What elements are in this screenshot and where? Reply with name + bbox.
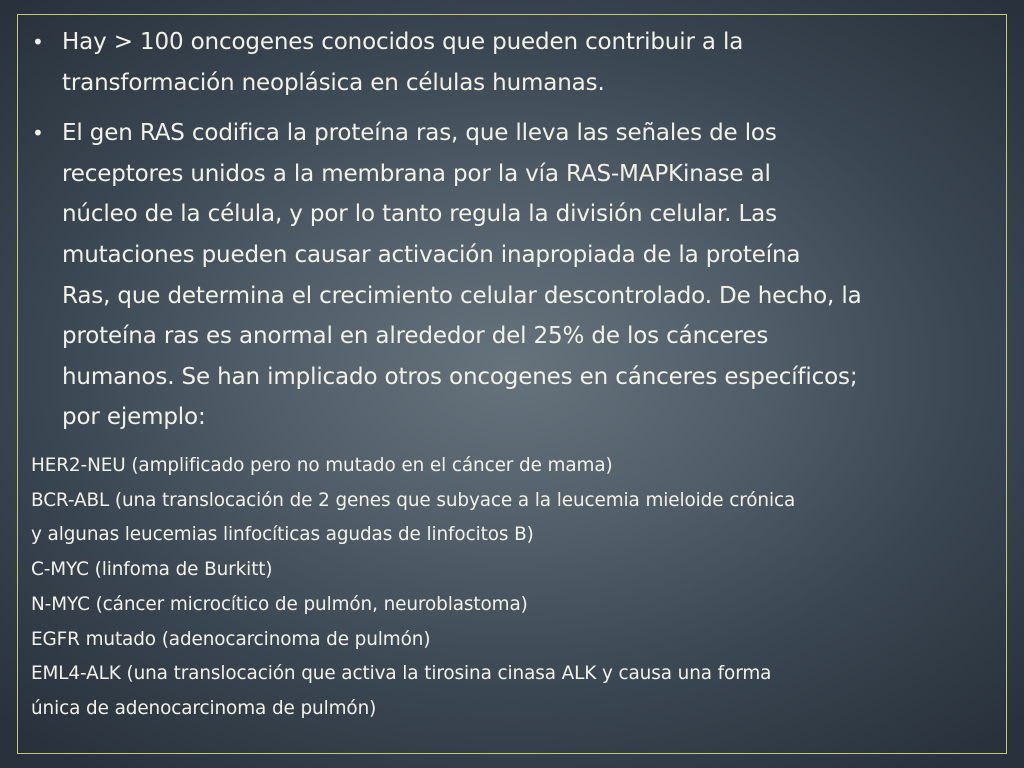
bullet-line: núcleo de la célula, y por lo tanto regula la división celular. Las (62, 201, 777, 228)
bullet-line: humanos. Se han implicado otros oncogenes en cánceres específicos; (62, 363, 858, 390)
bullet-item-ras (30, 113, 1005, 438)
example-line: EGFR mutado (adenocarcinoma de pulmón) (31, 628, 431, 650)
example-line: HER2-NEU (amplificado pero no mutado en el cáncer de mama) (31, 455, 613, 476)
bullet-list (30, 22, 1005, 448)
example-line: BCR-ABL (una translocación de 2 genes que subyace a la leucemia mieloide crónica (31, 489, 796, 511)
example-line: C-MYC (linfoma de Burkitt) (31, 559, 273, 581)
example-line: EML4-ALK (una translocación que activa la tirosina cinasa ALK y causa una forma (31, 663, 772, 685)
bullet-line: por ejemplo: (62, 404, 206, 431)
example-line: N-MYC (cáncer microcítico de pulmón, neuroblastoma) (31, 593, 528, 615)
bullet-line: receptores unidos a la membrana por la vía RAS-MAPKinase al (62, 160, 771, 187)
example-line: única de adenocarcinoma de pulmón) (31, 697, 377, 719)
bullet-line: transformación neoplásica en células humanas. (62, 69, 605, 96)
bullet-item-oncogenes (30, 22, 1005, 103)
bullet-line: Ras, que determina el crecimiento celular descontrolado. De hecho, la (62, 282, 862, 309)
examples-list (31, 449, 996, 727)
bullet-marker: • (32, 30, 44, 54)
bullet-line: proteína ras es anormal en alrededor del 25% de los cánceres (62, 323, 769, 350)
bullet-line: Hay > 100 oncogenes conocidos que pueden contribuir a la (62, 29, 744, 55)
bullet-line: El gen RAS codifica la proteína ras, que lleva las señales de los (62, 120, 777, 147)
bullet-line: mutaciones pueden causar activación inapropiada de la proteína (62, 241, 801, 268)
bullet-marker: • (32, 121, 44, 146)
example-line: y algunas leucemias linfocíticas agudas de linfocitos B) (31, 524, 534, 546)
